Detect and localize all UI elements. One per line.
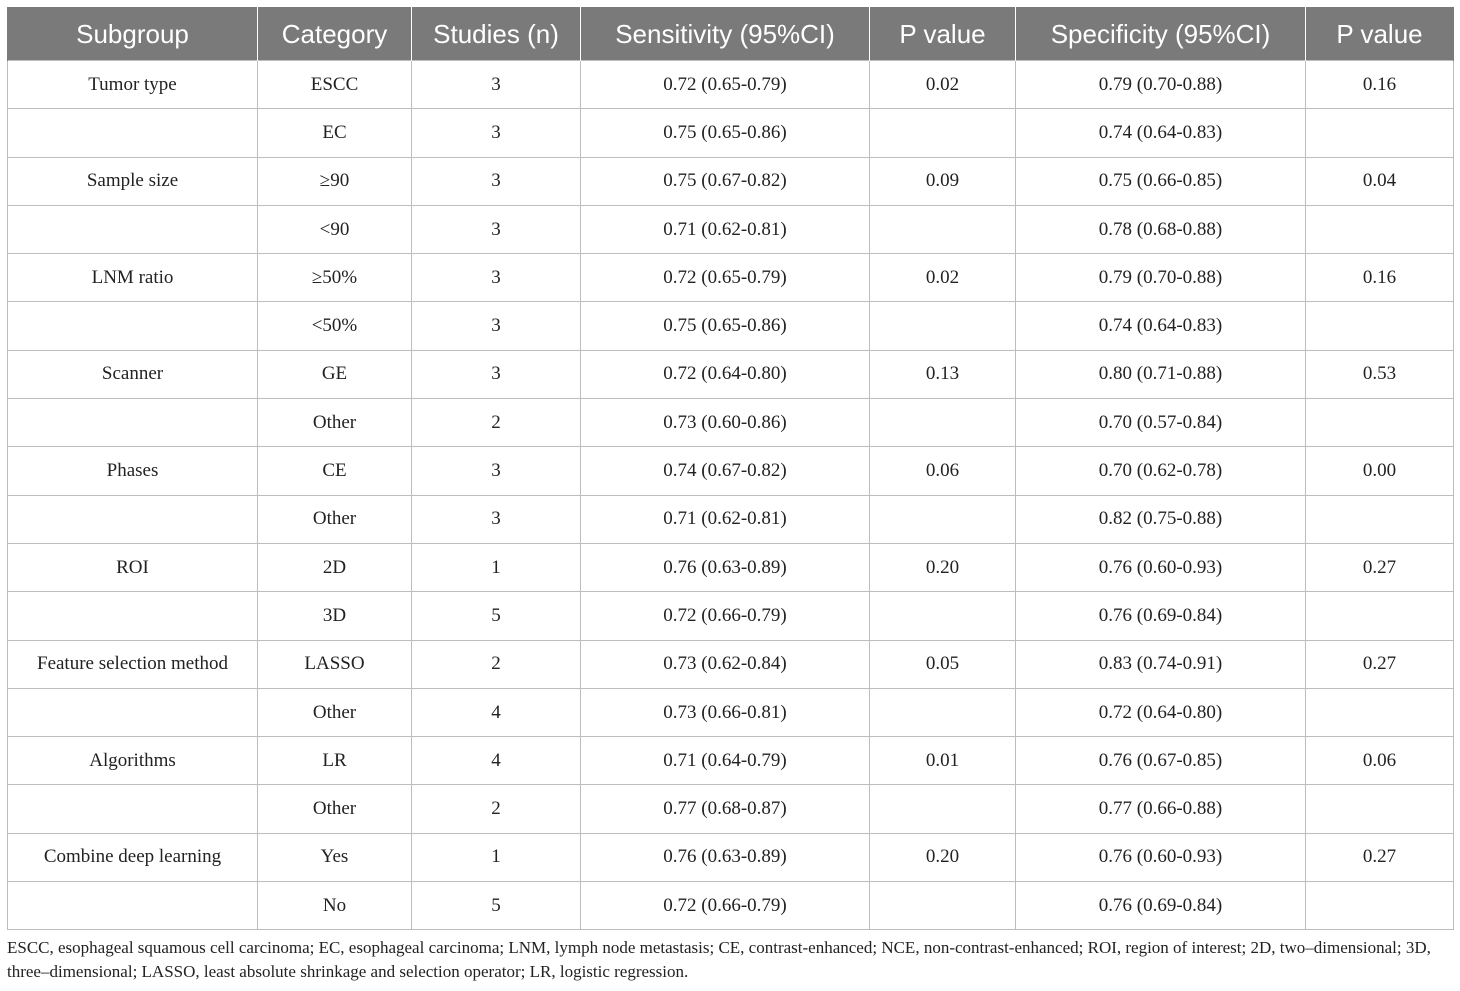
cell-subgroup: Scanner [8,350,258,398]
header-specificity-p-value: P value [1306,8,1454,61]
cell-sensitivity-p-value [870,785,1016,833]
cell-specificity-p-value [1306,302,1454,350]
header-specificity: Specificity (95%CI) [1016,8,1306,61]
cell-specificity-p-value: 0.27 [1306,833,1454,881]
table-row [8,737,1454,785]
cell-studies: 1 [412,833,581,881]
cell-sensitivity: 0.74 (0.67-0.82) [581,447,870,495]
table-row [8,254,1454,302]
table-row [8,785,1454,833]
cell-studies: 3 [412,495,581,543]
cell-category: ESCC [258,61,412,109]
table-row [8,882,1454,930]
cell-sensitivity: 0.77 (0.68-0.87) [581,785,870,833]
cell-specificity: 0.75 (0.66-0.85) [1016,157,1306,205]
cell-studies: 5 [412,882,581,930]
cell-studies: 2 [412,640,581,688]
cell-category: CE [258,447,412,495]
table-body [8,61,1454,930]
cell-subgroup [8,205,258,253]
cell-sensitivity: 0.71 (0.62-0.81) [581,205,870,253]
table-row [8,350,1454,398]
cell-category: Other [258,495,412,543]
cell-category: 2D [258,543,412,591]
cell-sensitivity: 0.71 (0.62-0.81) [581,495,870,543]
table-row [8,833,1454,881]
table-row [8,302,1454,350]
header-subgroup: Subgroup [8,8,258,61]
cell-sensitivity: 0.72 (0.64-0.80) [581,350,870,398]
cell-subgroup: Sample size [8,157,258,205]
cell-specificity-p-value [1306,205,1454,253]
table-row [8,157,1454,205]
cell-specificity-p-value: 0.27 [1306,543,1454,591]
cell-sensitivity: 0.76 (0.63-0.89) [581,543,870,591]
cell-subgroup: Tumor type [8,61,258,109]
table-row [8,640,1454,688]
cell-specificity: 0.72 (0.64-0.80) [1016,688,1306,736]
cell-sensitivity: 0.72 (0.66-0.79) [581,882,870,930]
cell-category: LR [258,737,412,785]
cell-subgroup [8,882,258,930]
cell-sensitivity: 0.72 (0.65-0.79) [581,254,870,302]
cell-specificity-p-value [1306,785,1454,833]
cell-specificity: 0.76 (0.69-0.84) [1016,592,1306,640]
table-row [8,543,1454,591]
cell-sensitivity-p-value [870,399,1016,447]
cell-category: No [258,882,412,930]
cell-specificity-p-value: 0.27 [1306,640,1454,688]
cell-studies: 3 [412,302,581,350]
cell-studies: 2 [412,785,581,833]
cell-studies: 3 [412,157,581,205]
cell-category: Other [258,785,412,833]
cell-sensitivity: 0.72 (0.65-0.79) [581,61,870,109]
cell-specificity-p-value: 0.04 [1306,157,1454,205]
cell-studies: 3 [412,447,581,495]
cell-specificity: 0.76 (0.60-0.93) [1016,833,1306,881]
cell-specificity-p-value [1306,688,1454,736]
table-row [8,447,1454,495]
cell-sensitivity: 0.73 (0.66-0.81) [581,688,870,736]
cell-category: ≥50% [258,254,412,302]
cell-subgroup [8,592,258,640]
cell-sensitivity: 0.75 (0.65-0.86) [581,302,870,350]
cell-sensitivity-p-value: 0.02 [870,61,1016,109]
cell-subgroup [8,302,258,350]
cell-studies: 5 [412,592,581,640]
cell-studies: 3 [412,109,581,157]
cell-sensitivity-p-value: 0.05 [870,640,1016,688]
cell-specificity-p-value: 0.16 [1306,61,1454,109]
cell-specificity: 0.77 (0.66-0.88) [1016,785,1306,833]
cell-sensitivity: 0.76 (0.63-0.89) [581,833,870,881]
table-row [8,109,1454,157]
cell-subgroup [8,688,258,736]
cell-sensitivity-p-value [870,882,1016,930]
cell-specificity-p-value: 0.06 [1306,737,1454,785]
cell-sensitivity-p-value: 0.06 [870,447,1016,495]
header-sensitivity: Sensitivity (95%CI) [581,8,870,61]
cell-sensitivity: 0.73 (0.62-0.84) [581,640,870,688]
cell-studies: 3 [412,254,581,302]
cell-subgroup: Combine deep learning [8,833,258,881]
cell-studies: 3 [412,61,581,109]
header-category: Category [258,8,412,61]
table-footnote: ESCC, esophageal squamous cell carcinoma; EC, esophageal carcinoma; LNM, lymph node metastasis; CE, contrast-enhanced; NCE, non-contrast-enhanced; ROI, region of interest; 2D, two–dimensional; 3D, three–dimensional; LASSO, least absolute shrinkage and selection operator; LR, logistic regression. [7,938,1431,981]
cell-specificity: 0.76 (0.60-0.93) [1016,543,1306,591]
cell-sensitivity-p-value [870,109,1016,157]
cell-category: LASSO [258,640,412,688]
cell-specificity: 0.76 (0.69-0.84) [1016,882,1306,930]
cell-category: ≥90 [258,157,412,205]
cell-specificity: 0.74 (0.64-0.83) [1016,302,1306,350]
cell-specificity-p-value: 0.00 [1306,447,1454,495]
cell-specificity: 0.79 (0.70-0.88) [1016,254,1306,302]
cell-sensitivity-p-value [870,688,1016,736]
cell-subgroup [8,109,258,157]
cell-subgroup: Feature selection method [8,640,258,688]
cell-specificity: 0.78 (0.68-0.88) [1016,205,1306,253]
cell-specificity: 0.70 (0.62-0.78) [1016,447,1306,495]
cell-studies: 2 [412,399,581,447]
cell-specificity: 0.80 (0.71-0.88) [1016,350,1306,398]
cell-category: Yes [258,833,412,881]
cell-specificity: 0.79 (0.70-0.88) [1016,61,1306,109]
header-sensitivity-p-value: P value [870,8,1016,61]
cell-sensitivity-p-value: 0.13 [870,350,1016,398]
cell-category: EC [258,109,412,157]
cell-sensitivity: 0.73 (0.60-0.86) [581,399,870,447]
cell-specificity-p-value: 0.53 [1306,350,1454,398]
cell-sensitivity: 0.72 (0.66-0.79) [581,592,870,640]
cell-sensitivity-p-value: 0.20 [870,543,1016,591]
cell-studies: 3 [412,350,581,398]
cell-category: 3D [258,592,412,640]
cell-sensitivity-p-value: 0.01 [870,737,1016,785]
cell-specificity-p-value [1306,495,1454,543]
cell-specificity: 0.83 (0.74-0.91) [1016,640,1306,688]
table-header [8,8,1454,61]
cell-specificity-p-value [1306,109,1454,157]
cell-subgroup: LNM ratio [8,254,258,302]
cell-studies: 4 [412,688,581,736]
cell-sensitivity-p-value: 0.20 [870,833,1016,881]
cell-category: Other [258,399,412,447]
cell-sensitivity: 0.75 (0.67-0.82) [581,157,870,205]
cell-specificity: 0.76 (0.67-0.85) [1016,737,1306,785]
cell-specificity-p-value: 0.16 [1306,254,1454,302]
cell-sensitivity-p-value [870,592,1016,640]
cell-sensitivity-p-value: 0.09 [870,157,1016,205]
cell-subgroup [8,785,258,833]
cell-sensitivity: 0.75 (0.65-0.86) [581,109,870,157]
table-row [8,592,1454,640]
subgroup-analysis-table [7,7,1454,930]
table-row [8,688,1454,736]
header-studies: Studies (n) [412,8,581,61]
table-row [8,61,1454,109]
cell-sensitivity-p-value [870,302,1016,350]
cell-category: GE [258,350,412,398]
cell-specificity-p-value [1306,882,1454,930]
cell-category: Other [258,688,412,736]
cell-sensitivity: 0.71 (0.64-0.79) [581,737,870,785]
cell-specificity-p-value [1306,399,1454,447]
table-row [8,205,1454,253]
cell-subgroup: ROI [8,543,258,591]
cell-specificity: 0.74 (0.64-0.83) [1016,109,1306,157]
table-row [8,495,1454,543]
cell-studies: 3 [412,205,581,253]
cell-sensitivity-p-value: 0.02 [870,254,1016,302]
table-row [8,399,1454,447]
header-row [8,8,1454,61]
cell-specificity-p-value [1306,592,1454,640]
cell-subgroup [8,399,258,447]
cell-subgroup: Algorithms [8,737,258,785]
cell-sensitivity-p-value [870,205,1016,253]
cell-subgroup: Phases [8,447,258,495]
cell-category: <50% [258,302,412,350]
cell-category: <90 [258,205,412,253]
cell-specificity: 0.82 (0.75-0.88) [1016,495,1306,543]
cell-specificity: 0.70 (0.57-0.84) [1016,399,1306,447]
cell-studies: 4 [412,737,581,785]
cell-sensitivity-p-value [870,495,1016,543]
cell-subgroup [8,495,258,543]
cell-studies: 1 [412,543,581,591]
